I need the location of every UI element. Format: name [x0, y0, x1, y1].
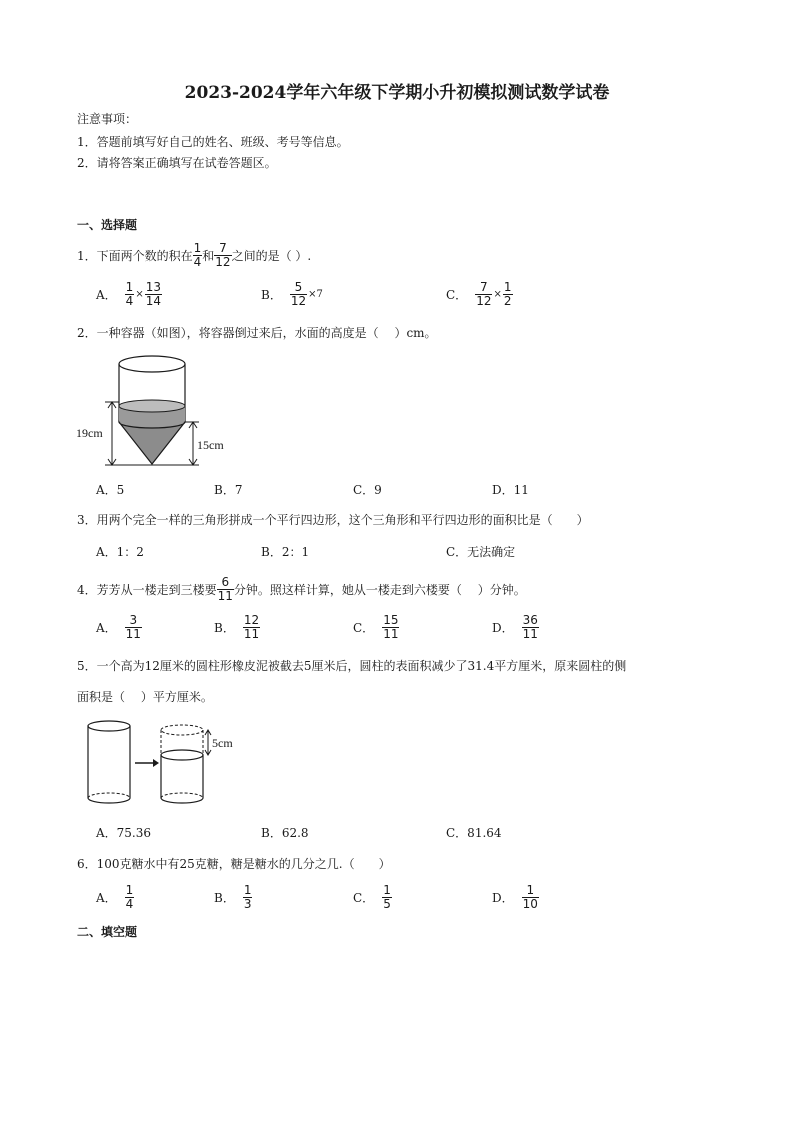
q2-option-a[interactable]: A．5 — [96, 483, 125, 497]
option-label: A． — [96, 288, 117, 302]
original-cylinder — [88, 721, 130, 803]
operator: × — [135, 289, 144, 300]
numerator: 12 — [243, 613, 260, 627]
numerator: 1 — [243, 883, 252, 897]
q6-option-a[interactable] — [96, 884, 134, 911]
fraction — [522, 884, 539, 911]
question-1-text-a: 1．下面两个数的积在 — [77, 248, 193, 263]
fraction — [243, 614, 260, 641]
question-1-text-b: 和 — [202, 248, 215, 263]
denominator: 12 — [215, 255, 231, 269]
fraction — [243, 884, 253, 911]
note-item-2: 2．请将答案正确填写在试卷答题区。 — [77, 156, 277, 170]
question-2: 2．一种容器（如图），将容器倒过来后，水面的高度是（ ）cm。 — [77, 326, 437, 340]
numerator: 1 — [125, 280, 134, 294]
numerator: 5 — [294, 280, 303, 294]
numerator: 7 — [480, 280, 488, 294]
operator: × — [493, 289, 502, 300]
denominator: 2 — [503, 294, 512, 308]
denominator: 11 — [522, 627, 538, 641]
numerator: 3 — [129, 613, 138, 627]
section-fill-heading: 二、填空题 — [77, 925, 138, 939]
container-figure — [75, 350, 255, 472]
question-1 — [77, 242, 311, 269]
cut-cylinder — [161, 725, 203, 803]
notes-heading: 注意事项： — [77, 112, 138, 126]
q3-option-a[interactable]: A．1：2 — [96, 545, 144, 559]
denominator: 12 — [290, 294, 307, 308]
numerator: 13 — [145, 280, 161, 294]
question-1-text-c: 之间的是（ ）. — [231, 248, 312, 263]
fraction — [290, 281, 307, 308]
denominator: 11 — [217, 589, 233, 603]
option-label: C． — [446, 288, 468, 302]
q6-option-d[interactable] — [492, 884, 539, 911]
numerator: 1 — [125, 883, 134, 897]
fraction — [214, 242, 231, 269]
q5-option-b[interactable]: B．62.8 — [261, 826, 309, 840]
denominator: 11 — [383, 627, 399, 641]
water-surface — [119, 400, 185, 412]
denominator: 11 — [243, 627, 260, 641]
cylinder-top-ellipse — [119, 356, 185, 372]
numerator: 1 — [193, 241, 202, 255]
numerator: 15 — [383, 613, 399, 627]
option-label: B． — [214, 891, 235, 905]
denominator: 10 — [522, 897, 538, 911]
fraction — [125, 884, 135, 911]
fraction — [382, 614, 399, 641]
denominator: 4 — [125, 897, 134, 911]
cylinder-cut-figure — [85, 718, 265, 810]
numerator: 36 — [522, 613, 538, 627]
denominator: 14 — [145, 294, 161, 308]
option-label: D． — [492, 621, 514, 635]
q2-option-d[interactable]: D．11 — [492, 483, 529, 497]
denominator: 3 — [243, 897, 252, 911]
q3-option-b[interactable]: B．2：1 — [261, 545, 310, 559]
option-label: A． — [96, 891, 117, 905]
numerator: 1 — [503, 280, 512, 294]
label-cut-height: 5cm — [212, 736, 233, 750]
fraction — [125, 281, 135, 308]
option-label: C． — [353, 621, 375, 635]
cut-dimension — [205, 730, 211, 755]
option-label: B． — [214, 621, 235, 635]
denominator: 4 — [193, 255, 202, 269]
option-label: B． — [261, 288, 282, 302]
question-6: 6．100克糖水中有25克糖，糖是糖水的几分之几.（ ） — [77, 857, 391, 871]
fraction — [475, 281, 492, 308]
label-total-height: 19cm — [76, 426, 103, 440]
question-4-text-a: 4．芳芳从一楼走到三楼要 — [77, 582, 217, 597]
fraction — [145, 281, 162, 308]
question-5-line-1: 5．一个高为12厘米的圆柱形橡皮泥被截去5厘米后，圆柱的表面积减少了31.4平方厘米，原来圆柱的侧 — [77, 659, 627, 673]
question-4-text-b: 分钟。照这样计算，她从一楼走到六楼要（ ）分钟。 — [233, 582, 526, 597]
q4-option-b[interactable] — [214, 614, 260, 641]
numerator: 1 — [383, 883, 391, 897]
q5-option-a[interactable]: A．75.36 — [96, 826, 152, 840]
denominator: 12 — [476, 294, 492, 308]
option-label: C． — [353, 891, 375, 905]
question-4 — [77, 576, 526, 603]
q6-option-c[interactable] — [353, 884, 392, 911]
q1-option-a[interactable] — [96, 281, 162, 308]
section-choice-heading: 一、选择题 — [77, 218, 138, 232]
numerator: 7 — [219, 241, 227, 255]
fraction — [382, 884, 392, 911]
q4-option-d[interactable] — [492, 614, 539, 641]
note-item-1: 1．答题前填写好自己的姓名、班级、考号等信息。 — [77, 135, 349, 149]
denominator: 4 — [125, 294, 134, 308]
fraction — [217, 576, 234, 603]
fraction — [503, 281, 513, 308]
right-arrow-icon — [135, 759, 159, 767]
fraction — [522, 614, 539, 641]
operator: ×7 — [308, 289, 323, 300]
fraction — [125, 614, 142, 641]
q1-option-c[interactable] — [446, 281, 513, 308]
numerator: 1 — [526, 883, 535, 897]
option-label: D． — [492, 891, 514, 905]
cone-water — [119, 422, 185, 464]
denominator: 5 — [383, 897, 391, 911]
q3-option-c[interactable]: C．无法确定 — [446, 545, 516, 559]
q5-option-c[interactable]: C．81.64 — [446, 826, 502, 840]
q4-option-a[interactable] — [96, 614, 142, 641]
numerator: 6 — [221, 575, 230, 589]
q4-option-c[interactable] — [353, 614, 399, 641]
label-cone-height: 15cm — [197, 438, 224, 452]
q2-option-b[interactable]: B．7 — [214, 483, 243, 497]
q1-option-b[interactable] — [261, 281, 324, 308]
question-3: 3．用两个完全一样的三角形拼成一个平行四边形，这个三角形和平行四边形的面积比是（ ） — [77, 513, 589, 527]
fraction — [193, 242, 203, 269]
q2-option-c[interactable]: C．9 — [353, 483, 382, 497]
q6-option-b[interactable] — [214, 884, 252, 911]
denominator: 11 — [125, 627, 141, 641]
page-title: 2023-2024学年六年级下学期小升初模拟测试数学试卷 — [184, 83, 610, 103]
question-5-line-2: 面积是（ ）平方厘米。 — [77, 690, 213, 704]
option-label: A． — [96, 621, 117, 635]
